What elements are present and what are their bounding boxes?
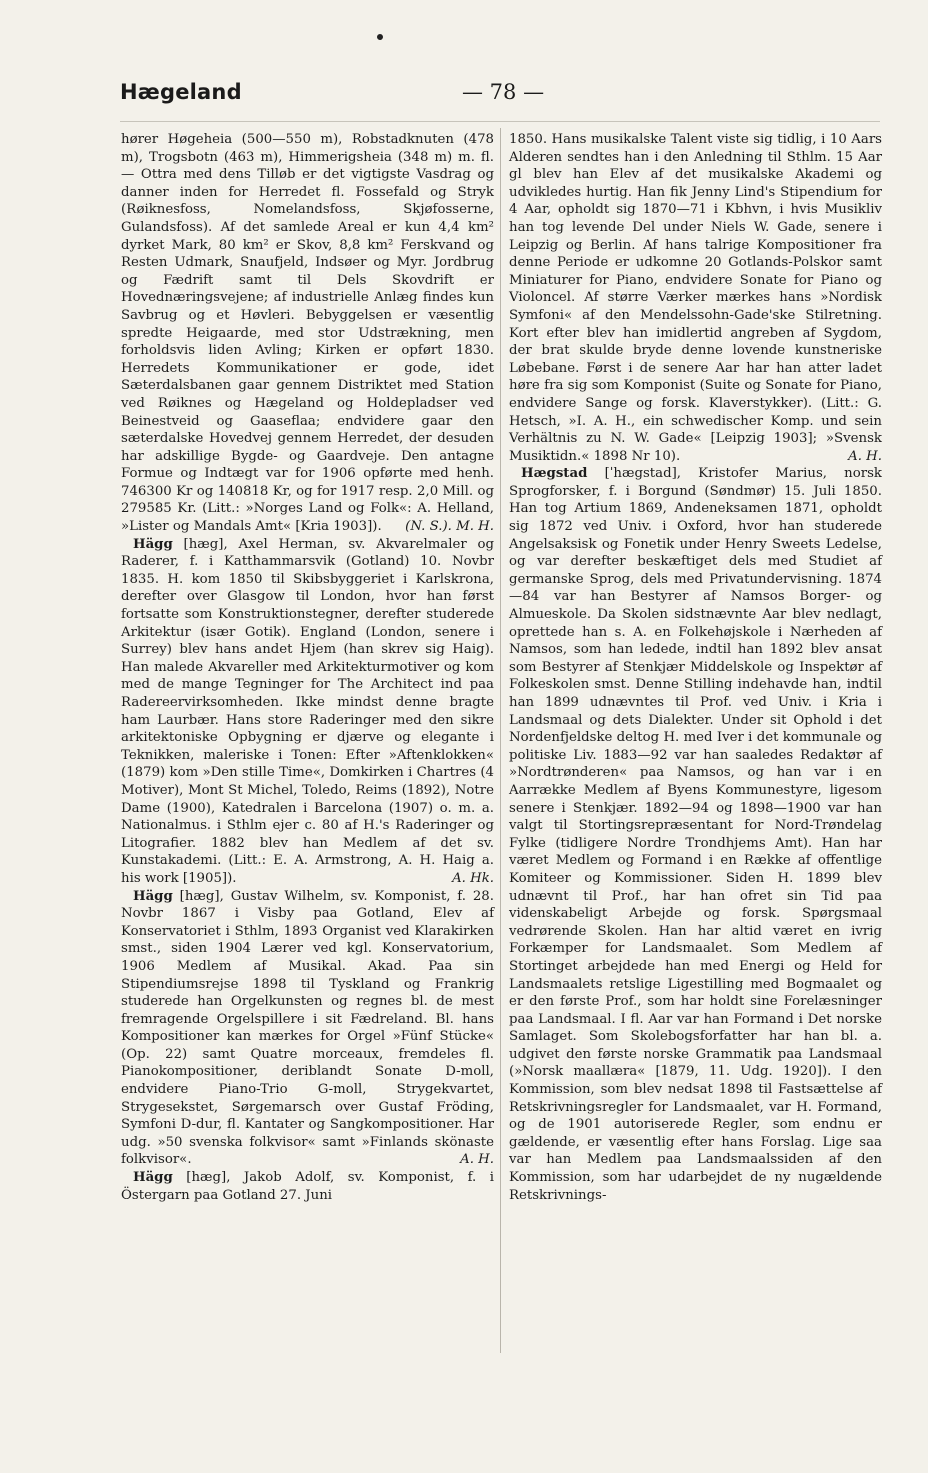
page-header (120, 80, 820, 112)
right-column (509, 131, 882, 1204)
entry-headword: Hägg (133, 536, 173, 552)
entry-haegstad (509, 465, 882, 1204)
entry-signature: A. Hk. (452, 870, 494, 886)
entry-hagg-axel (121, 536, 494, 888)
entry-haegeland-continued (121, 131, 494, 536)
entry-headword: Hägg (133, 1170, 173, 1186)
entry-signature: A. H. (848, 448, 882, 464)
entry-text: [hæg], Jakob Adolf, sv. Komponist, f. i Östergarn paa Gotland 27. Juni (121, 1170, 494, 1203)
entry-signature: (N. S.). M. H. (405, 519, 494, 535)
entry-text: [ˈhægstad], Kristofer Marius, norsk Sprogforsker, f. i Borgund (Søndmør) 15. Juli 1850. Han tog Artium 1869, Andeneksamen 1871, opholdt sig 1872 ved Univ. i Oxford, hvor han studerede Angelsaksisk og Fonetik under Henry Sweets Ledelse, og var derefter beskæftiget dels med Studiet af germanske Sprog, dels med Privatundervisning. 1874—84 var han Bestyrer af Namsos Borger- og Almueskole. Da Skolen sidstnævnte Aar blev nedlagt, oprettede han s. A. en Folkehøjskole i Nærheden af Namsos, som han ledede, indtil han 1892 blev ansat som Bestyrer af Stenkjær Middelskole og Inspektør af Folkeskolen smst. Denne Stilling indehavde han, indtil han 1899 udnævntes til Prof. ved Univ. i Kria i Landsmaal og dets Dialekter. Under sit Ophold i det Nordenfjeldske deltog H. med Iver i det kommunale og politiske Liv. 1883—92 var han saaledes Redaktør af »Nordtrønderen« paa Namsos, og han var i en Aarrække Medlem af Byens Kommunestyre, ligesom senere i Stenkjær. 1892—94 og 1898—1900 var han valgt til Stortingsrepræsentant for Nord-Trøndelag Fylke (tidligere Nordre Trondhjems Amt). Han har været Medlem og Formand i en Række af offentlige Komiteer og Kommissioner. Siden H. 1899 blev udnævnt til Prof., har han ofret sin Tid paa videnskabeligt Arbejde og forsk. Spørgsmaal vedrørende Skolen. Han har altid været en ivrig Forkæmper for Landsmaalet. Som Medlem af Stortinget arbejdede han med Energi og Held for Landsmaalets retslige Ligestilling med Bogmaalet og er den første Prof., som har holdt sine Forelæsninger paa Landsmaal. I fl. Aar var han Formand i Det norske Samlaget. Som Skolebogsforfatter har han bl. a. udgivet den første norske Grammatik paa Landsmaal (»Norsk maallæra« [1879, 11. Udg. 1920]). I den Kommission, som blev nedsat 1898 til Fastsættelse af Retskrivningsregler for Landsmaalet, var H. Formand, og de 1901 autoriserede Regler, som endnu er gældende, er væsentlig efter hans Forslag. Lige saa var han Medlem paa Landsmaalssiden af den Kommission, som har udarbejdet de ny nugældende Retskrivnings- (509, 466, 882, 1203)
running-head-title: Hægeland (120, 80, 242, 104)
entry-hagg-gustav (121, 888, 494, 1170)
entry-text: 1850. Hans musikalske Talent viste sig tidlig, i 10 Aars Alderen sendtes han i den Anledning til Sthlm. 15 Aar gl blev han Elev af det musikalske Akademi og udvikledes hurtig. Han fik Jenny Lind's Stipendium for 4 Aar, opholdt sig 1870—71 i Kbhvn, i hvis Musikliv han tog levende Del under Niels W. Gade, senere i Leipzig og Berlin. Af hans talrige Kompositioner fra denne Periode er udkomne 20 Gotlands-Polskor samt Miniaturer for Piano, endvidere Sonate for Piano og Violoncel. Af større Værker mærkes hans »Nordisk Symfoni« af den Mendelssohn-Gade'ske Stilretning. Kort efter blev han imidlertid angreben af Sygdom, der brat skulde bryde denne lovende kunstneriske Løbebane. Først i de senere Aar har han atter ladet høre fra sig som Komponist (Suite og Sonate for Piano, endvidere Sange og forsk. Klaverstykker). (Litt.: G. Hetsch, »I. A. H., ein schwedischer Komp. und sein Verhältnis zu N. W. Gade« [Leipzig 1903]; »Svensk Musiktidn.« 1898 Nr 10). (509, 132, 882, 464)
header-rule (120, 121, 880, 122)
entry-hagg-jakob-continued (509, 131, 882, 465)
entry-hagg-jakob (121, 1169, 494, 1204)
entry-text: [hæg], Axel Herman, sv. Akvarelmaler og Raderer, f. i Katthammarsvik (Gotland) 10. Novbr 1835. H. kom 1850 til Skibsbyggeriet i Karlskrona, derefter over Glasgow til London, hvor han først fortsatte som Konstruktionstegner, derefter studerede Arkitektur (især Gotik). England (London, senere i Surrey) blev hans andet Hjem (han skrev sig Haig). Han malede Akvareller med Arkitekturmotiver og kom med de mange Tegninger for The Architect ind paa Radereervirksomheden. Ikke mindst denne bragte ham Laurbær. Hans store Raderinger med den sikre arkitektoniske Opbygning er djærve og elegante i Teknikken, maleriske i Tonen: Efter »Aftenklokken« (1879) kom »Den stille Time«, Domkirken i Chartres (4 Motiver), Mont St Michel, Toledo, Reims (1892), Notre Dame (1900), Katedralen i Barcelona (1907) o. m. a. Nationalmus. i Sthlm ejer c. 80 af H.'s Raderinger og Litografier. 1882 blev han Medlem af det sv. Kunstakademi. (Litt.: E. A. Armstrong, A. H. Haig a. his work [1905]). (121, 536, 494, 886)
entry-signature: A. H. (460, 1152, 494, 1168)
print-speck (377, 34, 383, 40)
left-column (121, 131, 494, 1204)
entry-headword: Hægstad (521, 466, 588, 482)
entry-text: [hæg], Gustav Wilhelm, sv. Komponist, f. 28. Novbr 1867 i Visby paa Gotland, Elev af Konservatoriet i Sthlm, 1893 Organist ved Klarakirken smst., siden 1904 Lærer ved kgl. Konservatorium, 1906 Medlem af Musikal. Akad. Paa sin Stipendiumsrejse 1898 til Tyskland og Frankrig studerede han Orgelkunsten og regnes bl. de mest fremragende Orgelspillere i sit Fædreland. Bl. hans Kompositioner kan mærkes for Orgel »Fünf Stücke« (Op. 22) samt Quatre morceaux, fremdeles fl. Pianokompositioner, deriblandt Sonate D-moll, endvidere Piano-Trio G-moll, Strygekvartet, Strygesekstet, Sørgemarsch over Gustaf Fröding, Symfoni D-dur, fl. Kantater og Sangkompositioner. Har udg. »50 svenska folkvisor« samt »Finlands skönaste folkvisor«. (121, 888, 494, 1168)
entry-headword: Hägg (133, 888, 173, 904)
page-number: — 78 — (462, 80, 545, 104)
column-divider (500, 128, 501, 1353)
entry-text: hører Høgeheia (500—550 m), Robstadknuten (478 m), Trogsbotn (463 m), Himmerigsheia (348 m) m. fl. — Ottra med dens Tilløb er det vigtigste Vasdrag og danner inden for Herredet fl. Fossefald og Stryk (Røiknesfoss, Nomelandsfoss, Skjøfosserne, Gulandsfoss). Af det samlede Areal er kun 4,4 km² dyrket Mark, 80 km² er Skov, 8,8 km² Ferskvand og Resten Udmark, Snaufjeld, Indsøer og Myr. Jordbrug og Fædrift samt til Dels Skovdrift er Hovednæringsvejene; af industrielle Anlæg findes kun Savbrug og et Høvleri. Bebyggelsen er væsentlig spredte Heigaarde, med stor Udstrækning, men forholdsvis liden Avling; Kirken er opført 1830. Herredets Kommunikationer er gode, idet Sæterdalsbanen gaar gennem Distriktet med Station ved Røiknes og Hægeland og Holdepladser ved Beinestveid og Gaaseflaa; endvidere gaar den sæterdalske Hovedvej gennem Herredet, der desuden har adskillige Bygde- og Gaardveje. Den antagne Formue og Indtægt var for 1906 opførte med henh. 746300 Kr og 140818 Kr, og for 1917 resp. 2,0 Mill. og 279585 Kr. (Litt.: »Norges Land og Folk«: A. Helland, »Lister og Mandals Amt« [Kria 1903]). (121, 132, 494, 535)
